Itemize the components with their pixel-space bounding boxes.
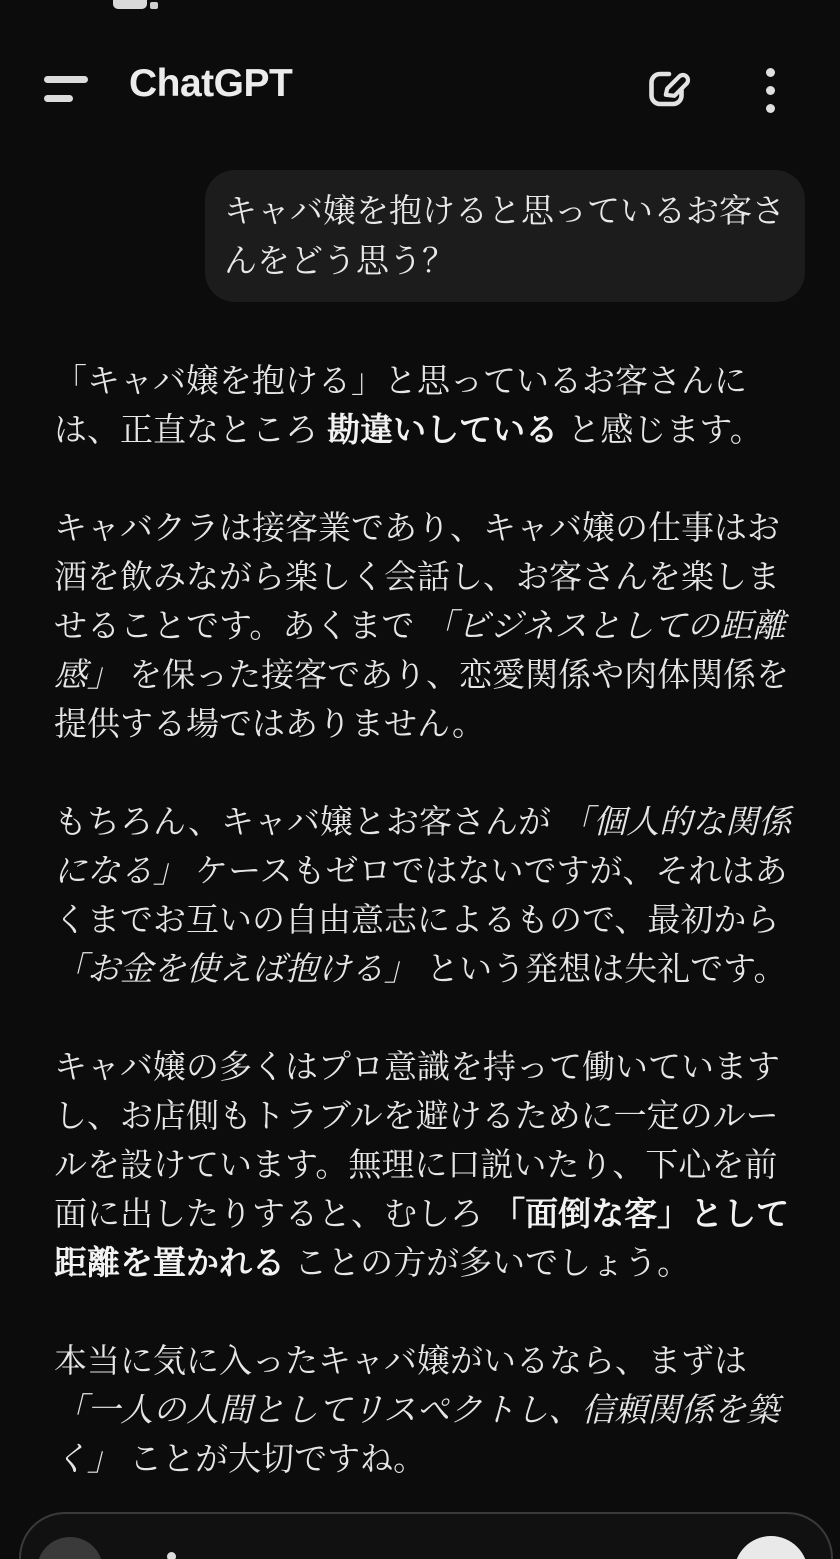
sidebar-menu-button[interactable] <box>44 76 90 104</box>
assistant-message <box>0 356 840 1483</box>
assistant-paragraph <box>54 1042 794 1287</box>
assistant-paragraph <box>54 356 794 454</box>
text-segment: ことの方が多いでしょう。 <box>285 1244 691 1281</box>
text-segment-italic: 「お金を使えば抱ける」 <box>54 950 417 987</box>
compose-icon <box>641 63 691 113</box>
text-segment: 「キャバ嬢を抱ける」と思っているお客さんには、正直なところ <box>54 362 747 448</box>
text-segment-bold: 勘違いしている <box>327 411 559 448</box>
assistant-paragraph <box>54 797 794 993</box>
text-segment: を保った接客であり、恋愛関係や肉体関係を提供する場ではありません。 <box>54 656 790 742</box>
kebab-menu-icon <box>766 68 775 77</box>
kebab-menu-icon <box>766 104 775 113</box>
new-chat-button[interactable] <box>641 63 691 113</box>
text-segment: ことが大切ですね。 <box>120 1440 427 1477</box>
menu-icon <box>44 76 88 83</box>
kebab-menu-icon <box>766 86 775 95</box>
statusbar-icon-fragment <box>113 0 147 9</box>
text-segment: もちろん、キャバ嬢とお客さんが <box>54 803 561 840</box>
assistant-paragraph <box>54 503 794 748</box>
text-segment: キャバクラは接客業であり、キャバ嬢の仕事はお酒を飲みながら楽しく会話し、お客さんを楽しませることです。あくまで <box>54 509 780 644</box>
message-input-bar[interactable] <box>19 1512 833 1559</box>
menu-icon <box>44 95 73 102</box>
text-segment-italic: 「ビジネスとしての距離感」 <box>54 607 786 693</box>
user-message-text: キャバ嬢を抱けると思っているお客さんをどう思う？ <box>224 192 785 279</box>
assistant-paragraph <box>54 1336 794 1483</box>
statusbar-icon-fragment-small <box>150 2 158 9</box>
text-segment: ケースもゼロではないですが、それはあくまでお互いの自由意志によるもので、最初から <box>54 852 788 938</box>
text-segment: 本当に気に入ったキャバ嬢がいるなら、まずは <box>54 1342 747 1379</box>
user-message-bubble <box>205 170 805 302</box>
text-segment-bold: 「面倒な客」として距離を置かれる <box>54 1195 790 1281</box>
input-cursor-dot <box>167 1552 176 1559</box>
text-segment-italic: 「個人的な関係になる」 <box>54 803 792 889</box>
text-segment: キャバ嬢の多くはプロ意識を持って働いていますし、お店側もトラブルを避けるために一定のルールを設けています。無理に口説いたり、下心を前面に出したりすると、むしろ <box>54 1048 780 1232</box>
page-title: ChatGPT <box>129 62 293 105</box>
header <box>0 52 840 122</box>
text-segment-italic: 「一人の人間としてリスペクトし、信頼関係を築く」 <box>54 1391 780 1477</box>
more-options-button[interactable] <box>756 62 786 118</box>
text-segment: という発想は失礼です。 <box>417 950 787 987</box>
text-segment: と感じます。 <box>558 411 763 448</box>
